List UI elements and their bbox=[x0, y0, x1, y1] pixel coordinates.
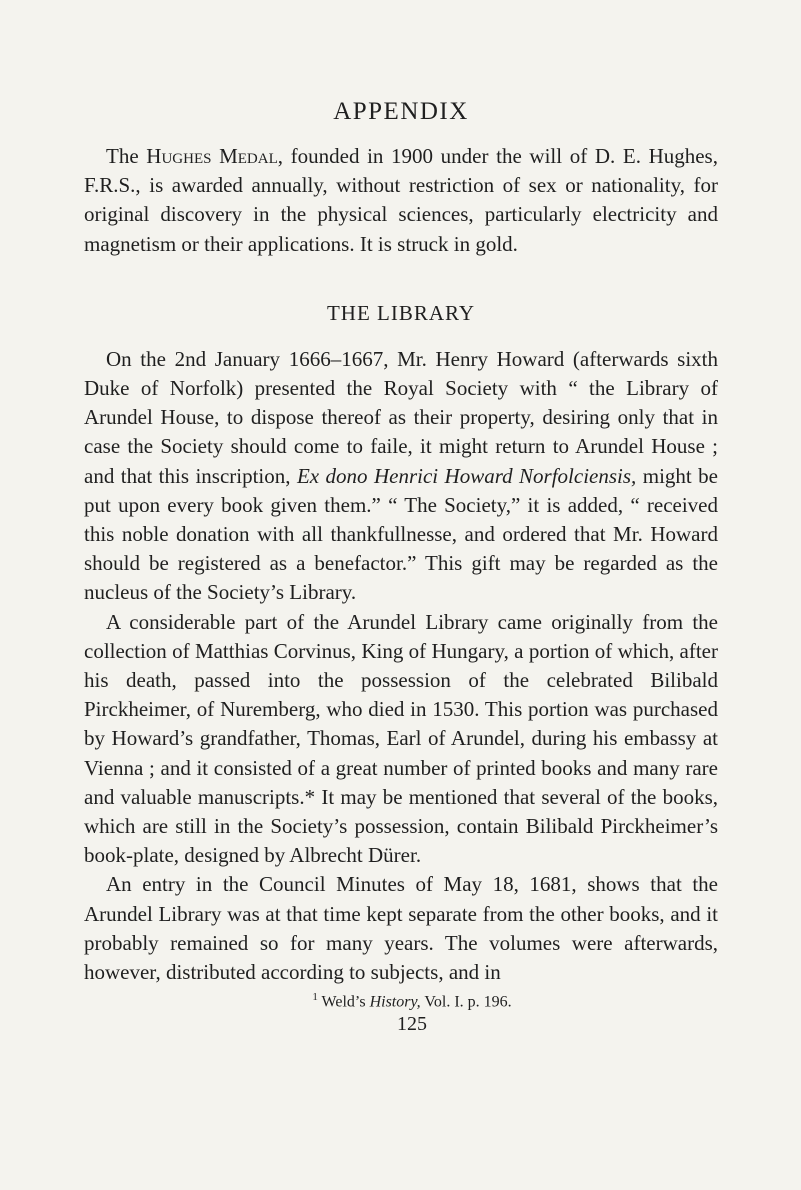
library-paragraph-2: A considerable part of the Arundel Library came originally from the collection of Matthias Corvinus, King of Hungary, a portion of which, after his death, passed into the possession of the celebrated Bilibald Pirckheimer, of Nuremberg, who died in 1530. This portion was purchased by Howard’s grandfather, Thomas, Earl of Arundel, during his embassy at Vienna ; and it consisted of a great number of printed books and many rare and valuable manuscripts.* It may be mentioned that several of the books, which are still in the Society’s possession, contain Bilibald Pirckheimer’s book-plate, designed by Albrecht Dürer. bbox=[84, 609, 718, 868]
library-paragraph-1 bbox=[84, 345, 718, 608]
appendix-heading: APPENDIX bbox=[333, 98, 469, 125]
library-p1-text-a: On the 2nd January 1666–1667, Mr. Henry Howard (afterwards sixth Duke of Norfolk) presented the Royal Society with “ the Library of Arundel House, to dispose thereof as their property, desiring only that in case the Society should come to faile, it might return to Arundel House ; and that this inscription, bbox=[84, 346, 718, 488]
library-p1-inscription: Ex dono Henrici Howard Norfolciensis, bbox=[296, 463, 637, 488]
library-paragraph-3: An entry in the Council Minutes of May 18, 1681, shows that the Arundel Library was at that time kept separate from the other books, and it probably remained so for many years. The volumes were afterwards, however, distributed according to subjects, and in bbox=[84, 872, 718, 985]
footnote-marker: 1 bbox=[312, 991, 318, 1004]
hughes-medal-title: Hughes Medal bbox=[146, 144, 278, 168]
library-p1-text-b: might be put upon every book given them.” “ The Society,” it is added, “ received this noble donation with all thankfullnesse, and ordered that Mr. Howard should be registered as a benefactor.” This gift may be regarded as the nucleus of the Society’s Library. bbox=[84, 463, 718, 605]
hughes-medal-paragraph bbox=[84, 142, 718, 259]
footnote bbox=[84, 987, 718, 1012]
library-heading: THE LIBRARY bbox=[326, 300, 476, 325]
paragraph-lead: The bbox=[106, 144, 147, 168]
page-number: 125 bbox=[397, 1012, 427, 1035]
footnote-italic: History, bbox=[369, 993, 421, 1011]
footnote-tail: Vol. I. p. 196. bbox=[420, 993, 512, 1011]
hughes-medal-text: , founded in 1900 under the will of D. E. Hughes, F.R.S., is awarded annually, without restriction of sex or nationality, for original discovery in the physical sciences, particularly electricity and magnetism or their applications. It is struck in gold. bbox=[84, 144, 718, 256]
footnote-lead: Weld’s bbox=[317, 993, 370, 1011]
